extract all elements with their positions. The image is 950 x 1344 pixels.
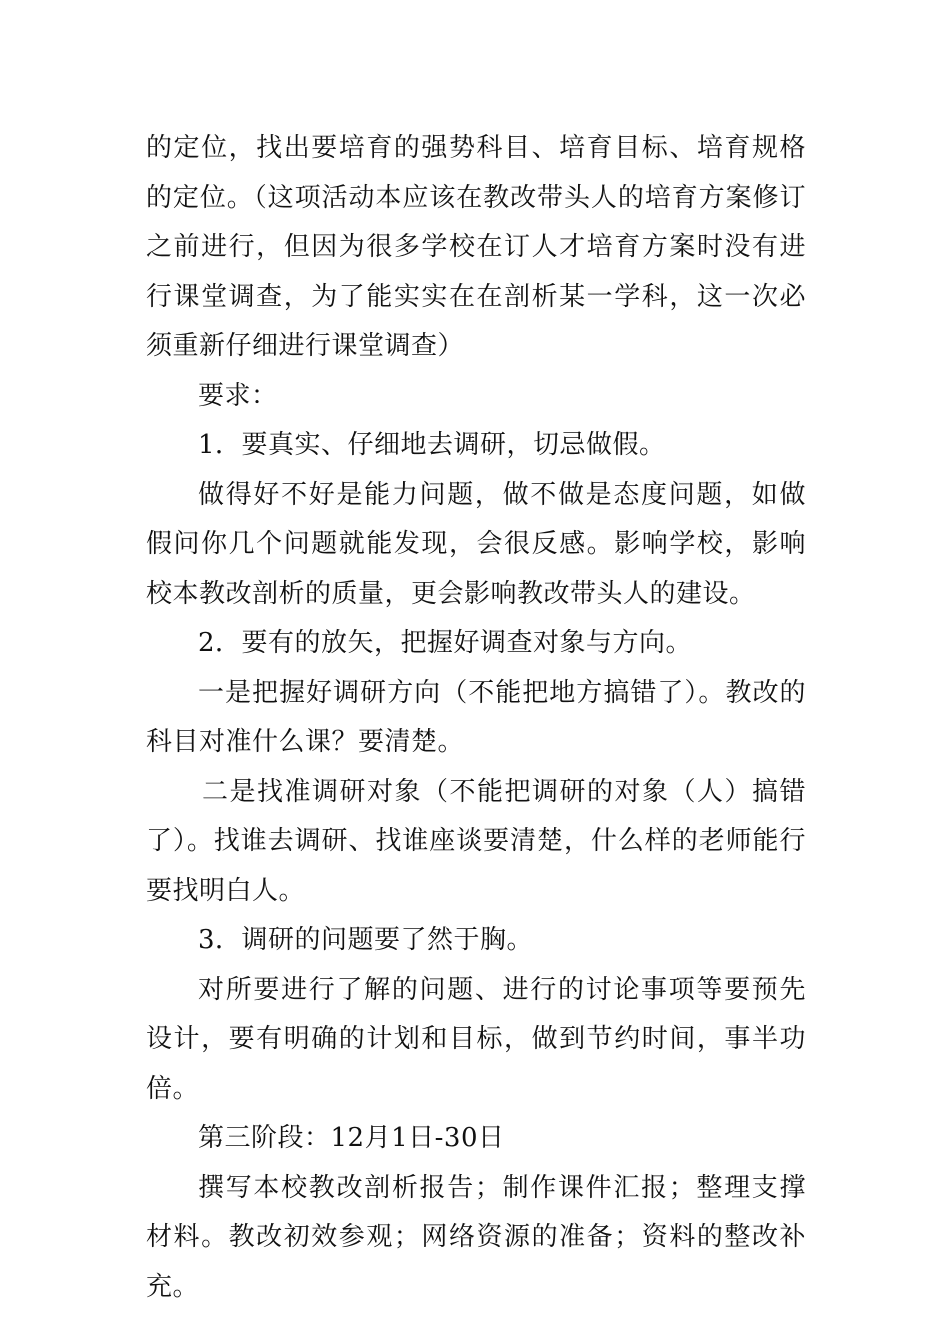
paragraph-requirements-heading: 要求： [198,380,278,411]
paragraph-item-2: 2．要有的放矢，把握好调查对象与方向。 [198,628,693,658]
paragraph-item-3: 3．调研的问题要了然于胸。 [198,925,534,955]
paragraph-item-2-detail-b: 二是找准调研对象（不能把调研的对象（人）搞错了）。找谁去调研、找谁座谈要清楚，什么样的老师能行要找明白人。 [146,776,806,906]
paragraph-item-3-detail: 对所要进行了解的问题、进行的讨论事项等要预先设计，要有明确的计划和目标，做到节约时间，事半功倍。 [146,974,806,1104]
paragraph-item-1-detail: 做得好不好是能力问题，做不做是态度问题，如做假问你几个问题就能发现，会很反感。影响学校，影响校本教改剖析的质量，更会影响教改带头人的建设。 [146,479,806,609]
paragraph-continuation: 的定位，找出要培育的强势科目、培育目标、培育规格的定位。（这项活动本应该在教改带头人的培育方案修订之前进行，但因为很多学校在订人才培育方案时没有进行课堂调查，为了能实实在在剖析某一学科，这一次必须重新仔细进行课堂调查） [146,133,806,361]
document-page [146,124,806,1312]
paragraph-item-1: 1．要真实、仔细地去调研，切忌做假。 [198,430,666,460]
paragraph-stage-3-heading: 第三阶段：12月1日-30日 [198,1123,505,1153]
paragraph-item-2-detail-a: 一是把握好调研方向（不能把地方搞错了）。教改的科目对准什么课？要清楚。 [146,677,806,757]
paragraph-stage-3-detail: 撰写本校教改剖析报告；制作课件汇报；整理支撑材料。教改初效参观；网络资源的准备；资料的整改补充。 [146,1172,806,1302]
